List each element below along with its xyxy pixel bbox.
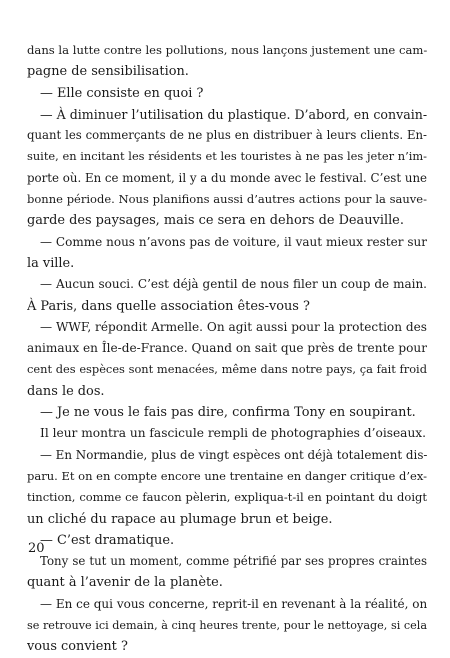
- text-line: dans le dos.: [27, 383, 105, 399]
- text-line: Tony se tut un moment, comme pétrifié par ses propres craintes: [40, 554, 427, 569]
- text-line: quant à l’avenir de la planète.: [27, 575, 223, 591]
- body-text: [27, 40, 427, 658]
- text-line: — À diminuer l’utilisation du plastique. D’abord, en convain-: [40, 106, 427, 122]
- text-line: — C’est dramatique.: [40, 532, 175, 548]
- text-line: porte où. En ce moment, il y a du monde avec le festival. C’est une: [27, 170, 427, 185]
- text-line: bonne période. Nous planifions aussi d’autres actions pour la sauve-: [27, 192, 427, 207]
- page-number: 20: [28, 541, 45, 556]
- text-line: un cliché du rapace au plumage brun et beige.: [27, 511, 333, 527]
- text-line: garde des paysages, mais ce sera en dehors de Deauville.: [27, 213, 404, 229]
- text-line: — Aucun souci. C’est déjà gentil de nous filer un coup de main.: [40, 277, 427, 292]
- text-line: — Comme nous n’avons pas de voiture, il vaut mieux rester sur: [40, 234, 427, 249]
- text-line: — En ce qui vous concerne, reprit-il en revenant à la réalité, on: [40, 596, 427, 611]
- text-line: — Je ne vous le fais pas dire, confirma Tony en soupirant.: [40, 405, 416, 421]
- text-line: — En Normandie, plus de vingt espèces ont déjà totalement dis-: [40, 447, 427, 462]
- text-line: — WWF, répondit Armelle. On agit aussi pour la protection des: [40, 319, 427, 334]
- text-line: — Elle consiste en quoi ?: [40, 85, 204, 101]
- text-line: animaux en Île-de-France. Quand on sait que près de trente pour: [27, 341, 427, 356]
- text-line: tinction, comme ce faucon pèlerin, expliqua-t-il en pointant du doigt: [27, 490, 427, 505]
- text-line: suite, en incitant les résidents et les touristes à ne pas les jeter n’im-: [27, 149, 427, 164]
- text-line: quant les commerçants de ne plus en distribuer à leurs clients. En-: [27, 128, 427, 143]
- text-line: se retrouve ici demain, à cinq heures trente, pour le nettoyage, si cela: [27, 619, 427, 633]
- text-line: dans la lutte contre les pollutions, nous lançons justement une cam-: [27, 43, 427, 57]
- text-line: pagne de sensibilisation.: [27, 64, 189, 80]
- text-line: cent des espèces sont menacées, même dans notre pays, ça fait froid: [27, 362, 427, 377]
- text-line: À Paris, dans quelle association êtes-vous ?: [27, 298, 310, 314]
- text-line: Il leur montra un fascicule rempli de photographies d’oiseaux.: [40, 426, 427, 441]
- text-line: paru. Et on en compte encore une trentaine en danger critique d’ex-: [27, 468, 427, 483]
- text-line: la ville.: [27, 255, 75, 271]
- text-line: vous convient ?: [27, 639, 128, 655]
